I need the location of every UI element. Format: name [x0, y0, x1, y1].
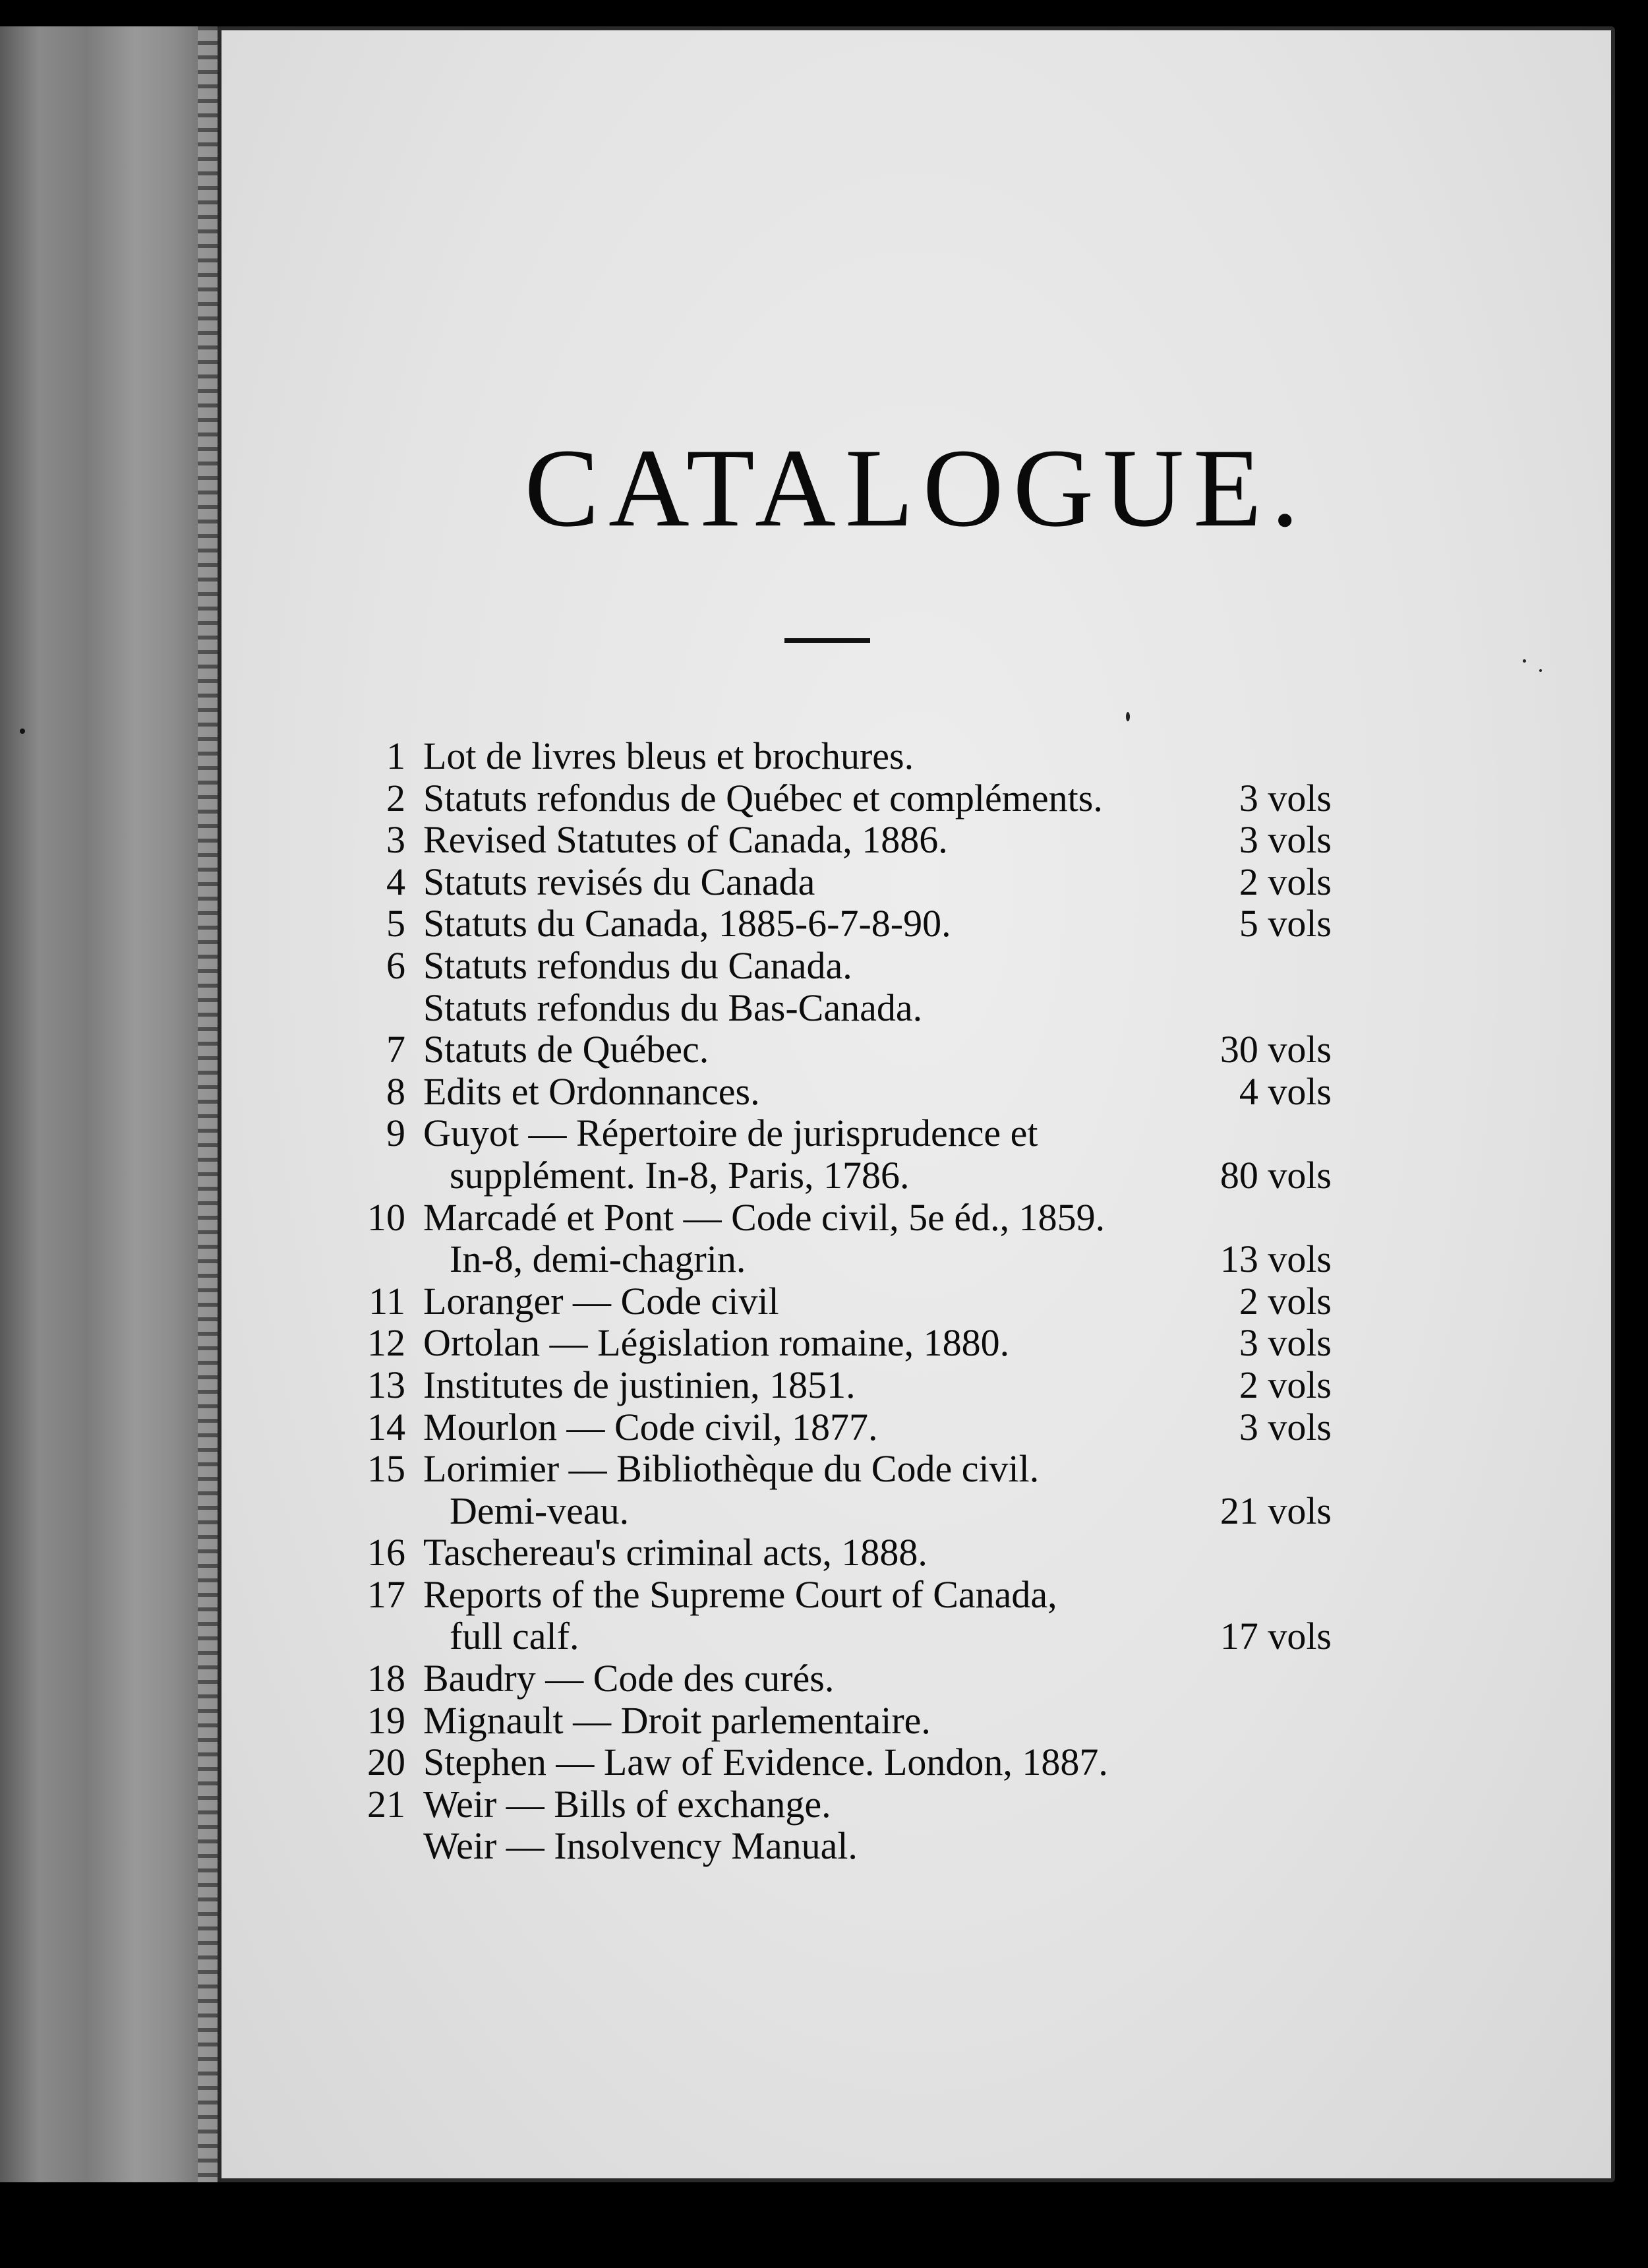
- catalogue-list: [356, 735, 1332, 1867]
- entry-number: 17: [367, 1572, 405, 1616]
- catalogue-entry-continuation: [356, 1490, 1332, 1532]
- entry-number: 12: [367, 1321, 405, 1365]
- title-divider: [784, 638, 870, 643]
- entry-number: 14: [367, 1405, 405, 1448]
- catalogue-entry: [356, 819, 1332, 861]
- catalogue-entry: [356, 861, 1332, 903]
- catalogue-entry-continuation: [356, 1238, 1332, 1280]
- entry-number: 18: [367, 1657, 405, 1700]
- entry-volumes: 4 vols: [1239, 1069, 1332, 1113]
- entry-title: Taschereau's criminal acts, 1888.: [423, 1531, 927, 1574]
- entry-volumes: 17 vols: [1220, 1615, 1332, 1658]
- entry-title: Statuts refondus du Bas-Canada.: [423, 986, 923, 1029]
- catalogue-entry: [356, 1364, 1332, 1406]
- entry-volumes: 30 vols: [1220, 1028, 1332, 1071]
- entry-title: Mourlon — Code civil, 1877.: [423, 1405, 878, 1448]
- entry-title: Statuts refondus du Canada.: [423, 943, 852, 987]
- entry-number: 4: [386, 860, 405, 903]
- catalogue-entry: [356, 1700, 1332, 1742]
- entry-title: Ortolan — Législation romaine, 1880.: [423, 1321, 1010, 1365]
- paper-speck: [1539, 669, 1542, 672]
- binding-stitching: [198, 26, 218, 2182]
- entry-title: Weir — Insolvency Manual.: [423, 1824, 858, 1868]
- entry-volumes: 3 vols: [1239, 1405, 1332, 1448]
- entry-title: Institutes de justinien, 1851.: [423, 1363, 856, 1406]
- catalogue-entry: [356, 903, 1332, 945]
- entry-volumes: 2 vols: [1239, 1279, 1332, 1323]
- entry-title: Statuts revisés du Canada: [423, 860, 815, 903]
- entry-title: Statuts refondus de Québec et compléments.: [423, 776, 1103, 820]
- entry-title: Lot de livres bleus et brochures.: [423, 734, 914, 777]
- entry-number: 16: [367, 1531, 405, 1574]
- catalogue-entry: [356, 1574, 1332, 1616]
- entry-number: 2: [386, 776, 405, 820]
- entry-title: Revised Statutes of Canada, 1886.: [423, 818, 948, 862]
- entry-title: Loranger — Code civil: [423, 1279, 779, 1323]
- catalogue-entry: [356, 1741, 1332, 1783]
- catalogue-entry: [356, 735, 1332, 777]
- entry-number: 20: [367, 1741, 405, 1784]
- catalogue-entry: [356, 1071, 1332, 1113]
- entry-volumes: 3 vols: [1239, 776, 1332, 820]
- entry-number: 7: [386, 1028, 405, 1071]
- catalogue-entry: [356, 1322, 1332, 1364]
- catalogue-entry: [356, 945, 1332, 987]
- entry-title: full calf.: [450, 1615, 579, 1658]
- entry-number: 6: [386, 943, 405, 987]
- catalogue-entry-continuation: [356, 1825, 1332, 1867]
- entry-title: Marcadé et Pont — Code civil, 5e éd., 1859.: [423, 1195, 1105, 1239]
- entry-title: Stephen — Law of Evidence. London, 1887.: [423, 1741, 1108, 1784]
- catalogue-entry: [356, 1657, 1332, 1700]
- entry-title: Mignault — Droit parlementaire.: [423, 1698, 931, 1742]
- catalogue-entry-continuation: [356, 987, 1332, 1029]
- entry-volumes: 2 vols: [1239, 860, 1332, 903]
- entry-number: 19: [367, 1698, 405, 1742]
- catalogue-entry: [356, 1783, 1332, 1826]
- entry-number: 11: [368, 1279, 405, 1323]
- paper-speck: [1523, 659, 1526, 663]
- entry-title: Demi-veau.: [450, 1489, 630, 1532]
- entry-title: Baudry — Code des curés.: [423, 1657, 835, 1700]
- entry-number: 10: [367, 1195, 405, 1239]
- entry-volumes: 5 vols: [1239, 902, 1332, 945]
- entry-title: Statuts du Canada, 1885-6-7-8-90.: [423, 902, 951, 945]
- catalogue-entry: [356, 1112, 1332, 1154]
- entry-volumes: 21 vols: [1220, 1489, 1332, 1532]
- catalogue-entry: [356, 1532, 1332, 1574]
- paper-speck: [20, 729, 25, 734]
- entry-number: 8: [386, 1069, 405, 1113]
- entry-volumes: 2 vols: [1239, 1363, 1332, 1406]
- catalogue-entry: [356, 1280, 1332, 1323]
- catalogue-entry: [356, 1448, 1332, 1490]
- entry-volumes: 3 vols: [1239, 1321, 1332, 1365]
- entry-title: supplément. In-8, Paris, 1786.: [450, 1153, 910, 1197]
- page-title: CATALOGUE.: [524, 426, 1309, 550]
- catalogue-entry: [356, 777, 1332, 820]
- entry-title: Statuts de Québec.: [423, 1028, 709, 1071]
- catalogue-entry: [356, 1029, 1332, 1071]
- entry-number: 15: [367, 1447, 405, 1491]
- entry-title: In-8, demi-chagrin.: [450, 1238, 746, 1281]
- entry-number: 13: [367, 1363, 405, 1406]
- entry-volumes: 13 vols: [1220, 1238, 1332, 1281]
- entry-number: 3: [386, 818, 405, 862]
- entry-number: 5: [386, 902, 405, 945]
- entry-title: Lorimier — Bibliothèque du Code civil.: [423, 1447, 1040, 1491]
- catalogue-entry: [356, 1406, 1332, 1448]
- entry-number: 1: [386, 734, 405, 777]
- entry-volumes: 80 vols: [1220, 1153, 1332, 1197]
- book-binding: [0, 26, 221, 2182]
- entry-title: Edits et Ordonnances.: [423, 1069, 760, 1113]
- entry-number: 9: [386, 1112, 405, 1155]
- entry-title: Guyot — Répertoire de jurisprudence et: [423, 1112, 1038, 1155]
- entry-number: 21: [367, 1782, 405, 1826]
- catalogue-entry-continuation: [356, 1154, 1332, 1197]
- catalogue-entry-continuation: [356, 1615, 1332, 1657]
- paper-speck: [1126, 712, 1130, 721]
- entry-title: Reports of the Supreme Court of Canada,: [423, 1572, 1057, 1616]
- catalogue-entry: [356, 1197, 1332, 1239]
- entry-volumes: 3 vols: [1239, 818, 1332, 862]
- entry-title: Weir — Bills of exchange.: [423, 1782, 831, 1826]
